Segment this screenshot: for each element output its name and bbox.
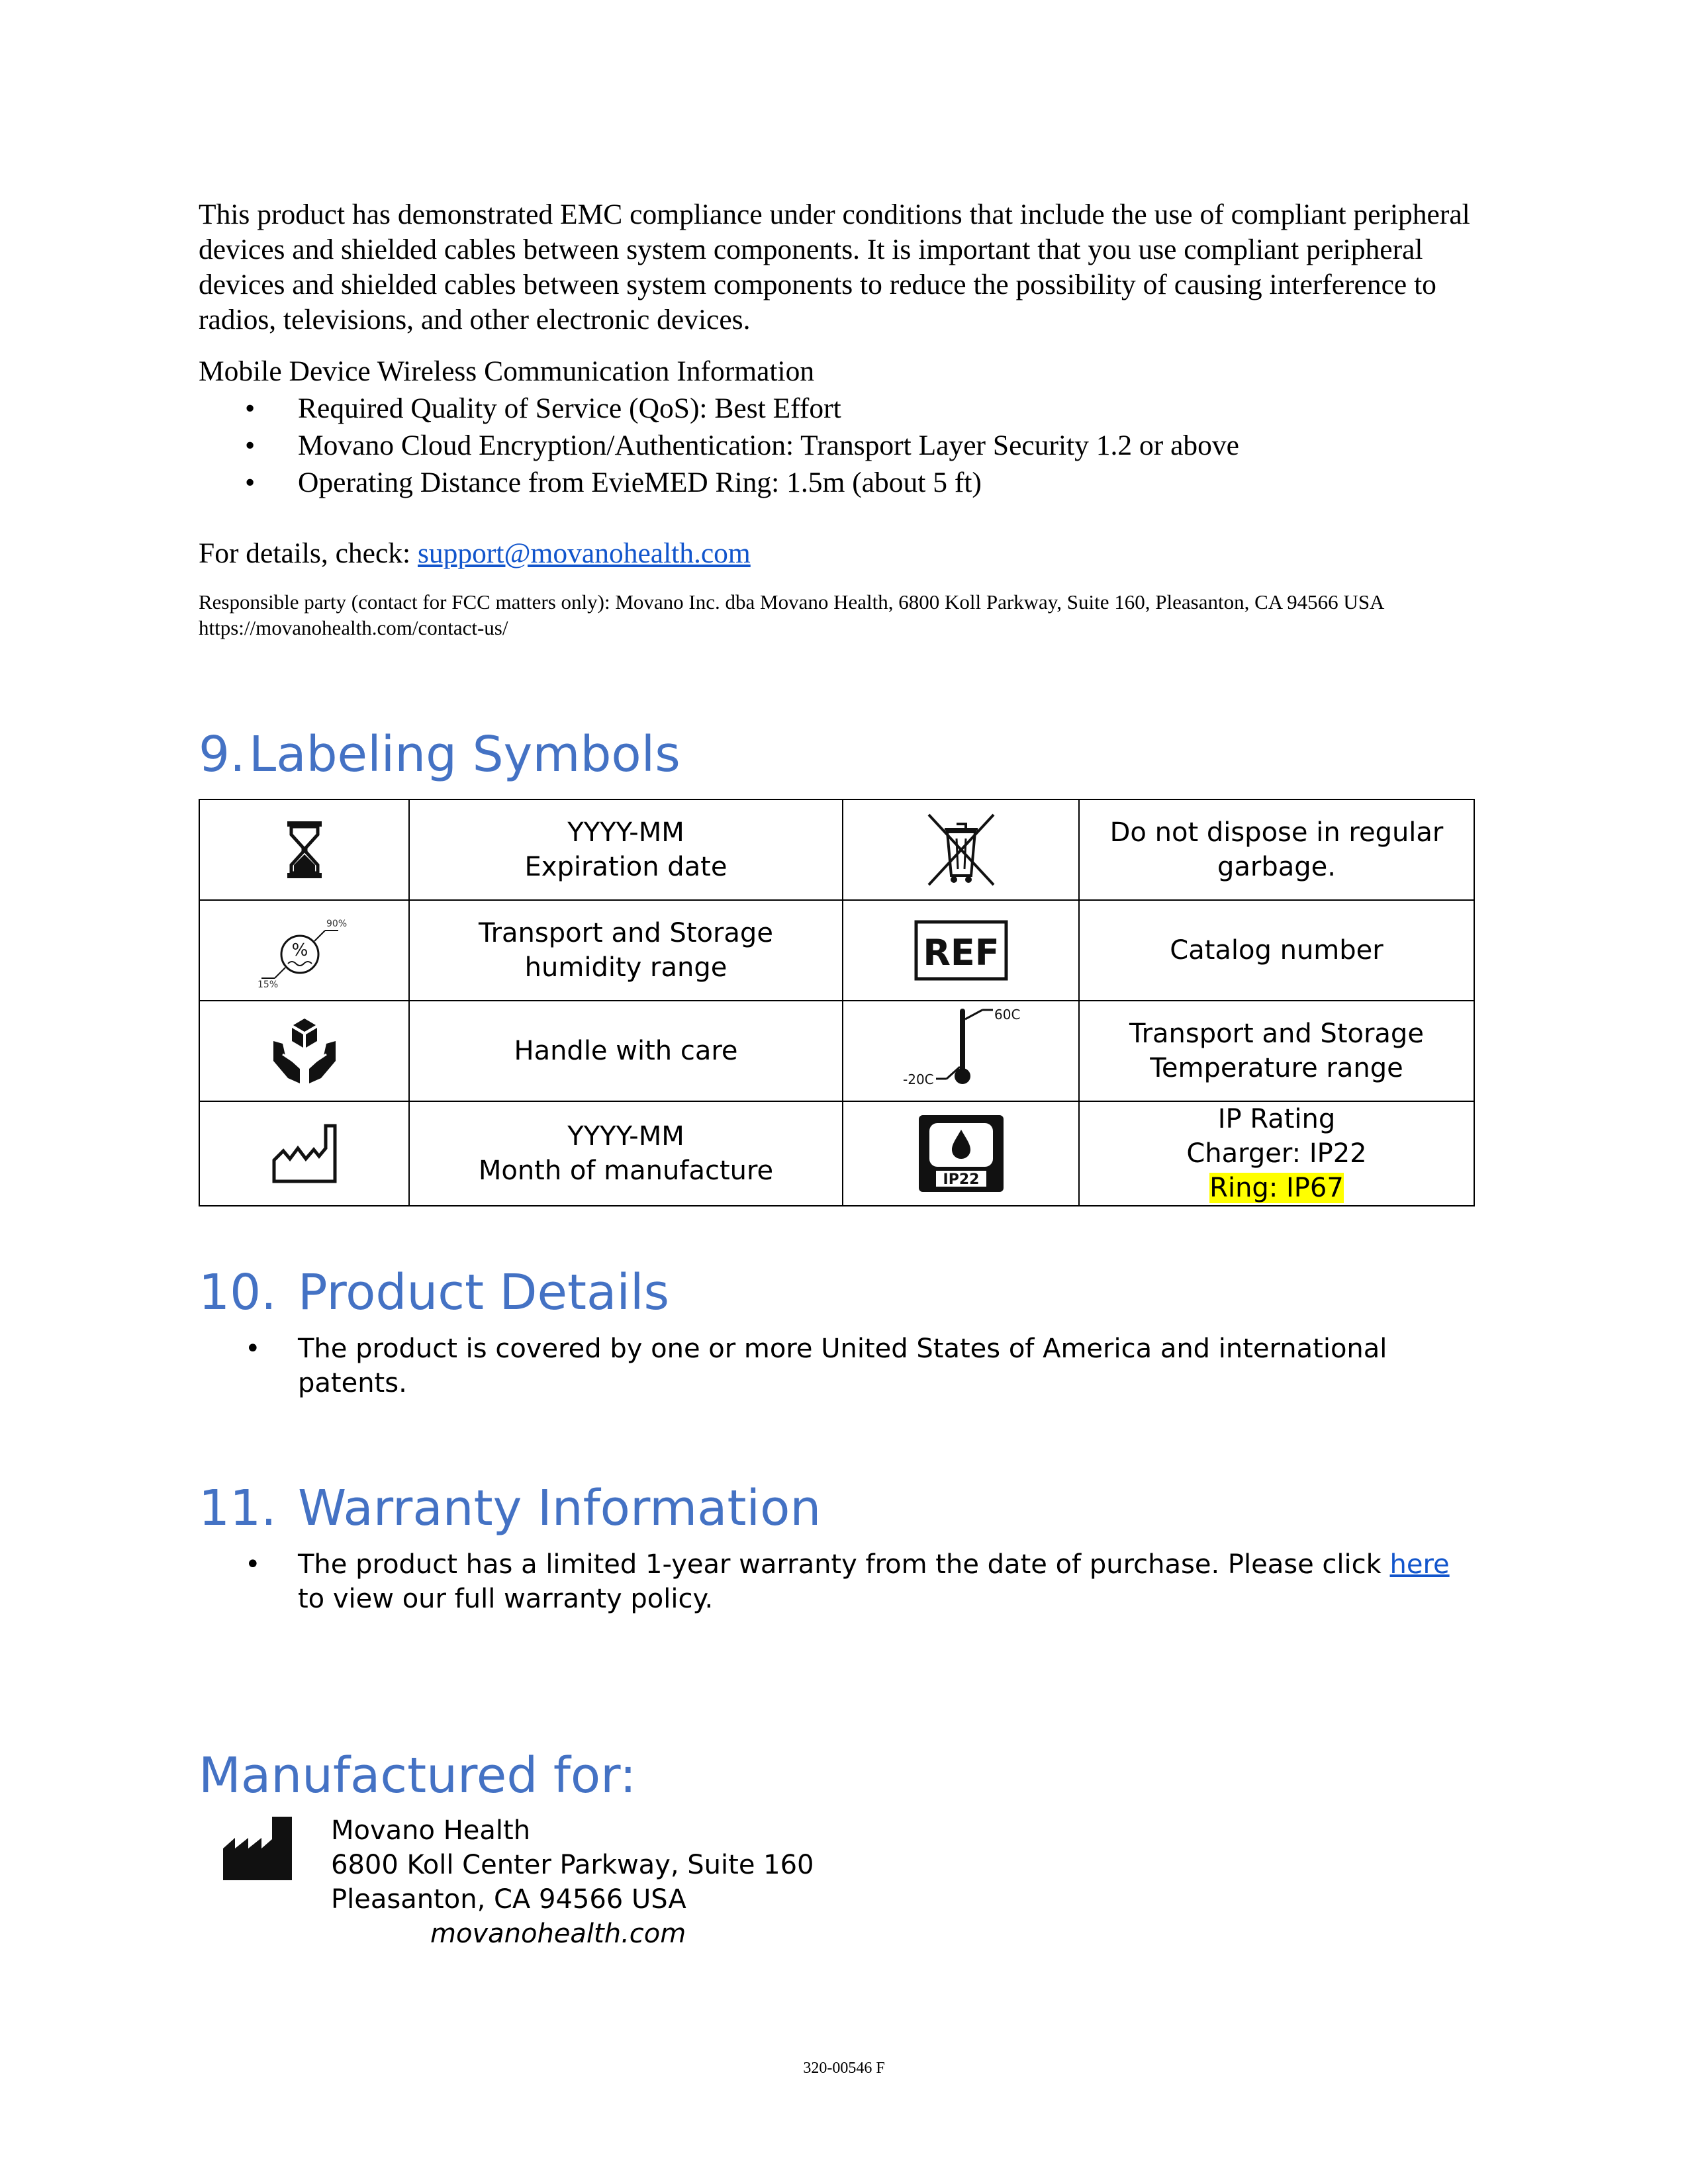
emc-compliance-paragraph: This product has demonstrated EMC compliance under conditions that include the use of compliant peripheral devices and shielded cables between system components. It is important that you use compliant peripheral devices and shielded cables between system components to reduce the possibility of causing interference to radios, televisions, and other electronic devices. <box>199 199 1470 336</box>
encryption-text: Movano Cloud Encryption/Authentication: Transport Layer Security 1.2 or above <box>298 430 1239 461</box>
section-title: Product Details <box>298 1264 670 1321</box>
section-number: 10. <box>199 1264 277 1321</box>
responsible-party-text: Responsible party (contact for FCC matters only): Movano Inc. dba Movano Health, 6800 Koll Parkway, Suite 160, Pleasanton, CA 94566 USA https://movanohealth.com/contact-us/ <box>199 590 1383 639</box>
temperature-low-label: -20C <box>902 1071 934 1087</box>
bullet-icon: • <box>245 430 256 461</box>
product-details-list <box>199 1332 1456 1400</box>
address-line-1: 6800 Koll Center Parkway, Suite 160 <box>331 1850 814 1880</box>
symbol-cell <box>843 900 1079 1001</box>
patents-text: The product is covered by one or more United States of America and international patents. <box>298 1334 1387 1398</box>
description-cell <box>409 900 843 1001</box>
humidity-high-label: 90% <box>326 919 347 929</box>
section-title: Warranty Information <box>298 1480 821 1537</box>
catalog-label: Catalog number <box>1170 935 1383 966</box>
temperature-line-1: Transport and Storage <box>1129 1019 1424 1049</box>
crossed-bin-icon <box>925 811 998 889</box>
bullet-icon: • <box>245 1549 261 1580</box>
ref-icon <box>914 920 1008 981</box>
ip-ring-rating: Ring: IP67 <box>1209 1173 1344 1203</box>
symbol-cell <box>199 1101 409 1206</box>
distance-text: Operating Distance from EvieMED Ring: 1.5m (about 5 ft) <box>298 467 982 498</box>
symbol-cell <box>843 799 1079 900</box>
bullet-icon: • <box>245 392 256 424</box>
symbol-cell <box>199 799 409 900</box>
description-cell <box>1079 1101 1474 1206</box>
support-email-link[interactable]: support@movanohealth.com <box>418 537 751 569</box>
symbol-cell <box>843 1001 1079 1101</box>
humidity-line-2: humidity range <box>524 952 727 983</box>
manufactured-for-heading: Manufactured for: <box>199 1747 637 1804</box>
symbol-cell <box>199 900 409 1001</box>
thermometer-icon <box>888 1005 1034 1097</box>
qos-text: Required Quality of Service (QoS): Best Effort <box>298 392 841 424</box>
bullet-icon: • <box>245 1334 261 1364</box>
address-line-2: Pleasanton, CA 94566 USA <box>331 1884 686 1915</box>
details-line <box>199 535 751 572</box>
hourglass-icon <box>285 820 324 880</box>
manufacturer-address <box>331 1813 814 1951</box>
description-cell <box>1079 1001 1474 1101</box>
document-number: 320-00546 F <box>803 2060 885 2077</box>
humidity-low-label: 15% <box>257 979 278 990</box>
description-cell <box>1079 900 1474 1001</box>
bullet-icon: • <box>245 467 256 498</box>
table-row <box>199 1101 1474 1206</box>
section-9-heading <box>199 725 680 784</box>
warranty-list <box>199 1547 1483 1616</box>
expiration-label: Expiration date <box>524 852 727 882</box>
symbol-cell <box>199 1001 409 1101</box>
temperature-high-label: 60C <box>994 1007 1020 1023</box>
ip-icon-text: IP22 <box>943 1171 979 1188</box>
ip-charger-rating: Charger: IP22 <box>1186 1138 1367 1169</box>
list-item <box>199 1547 1483 1616</box>
ref-icon-text: REF <box>922 932 1000 974</box>
details-label: For details, check: <box>199 537 418 569</box>
list-item <box>199 464 1239 501</box>
labeling-symbols-table <box>199 799 1475 1206</box>
temperature-line-2: Temperature range <box>1150 1053 1403 1083</box>
list-item <box>199 390 1239 427</box>
description-cell <box>409 799 843 900</box>
section-11-heading <box>199 1479 821 1538</box>
section-number: 11. <box>199 1480 277 1537</box>
section-10-heading <box>199 1263 669 1322</box>
ip-drop-icon <box>917 1114 1005 1193</box>
disposal-line-2: garbage. <box>1217 852 1336 882</box>
description-cell <box>409 1001 843 1101</box>
mobile-info-title: Mobile Device Wireless Communication Information <box>199 355 815 387</box>
handle-label: Handle with care <box>514 1036 738 1066</box>
expiration-format: YYYY-MM <box>567 817 684 848</box>
manufacture-format: YYYY-MM <box>567 1121 684 1152</box>
warranty-text <box>298 1549 1450 1614</box>
factory-outline-icon <box>270 1122 339 1185</box>
manufacture-label: Month of manufacture <box>478 1156 774 1186</box>
hands-box-icon <box>268 1015 341 1087</box>
symbol-cell <box>843 1101 1079 1206</box>
company-website: movanohealth.com <box>430 1919 686 1949</box>
disposal-line-1: Do not dispose in regular <box>1109 817 1444 848</box>
humidity-icon <box>255 911 354 990</box>
description-cell <box>1079 799 1474 900</box>
factory-icon <box>222 1815 293 1882</box>
list-item <box>199 427 1239 464</box>
description-cell <box>409 1101 843 1206</box>
warranty-here-link[interactable]: here <box>1389 1549 1450 1580</box>
section-title: Labeling Symbols <box>249 726 680 783</box>
table-row <box>199 900 1474 1001</box>
humidity-line-1: Transport and Storage <box>479 918 773 948</box>
section-number: 9. <box>199 726 246 783</box>
warranty-text-after: to view our full warranty policy. <box>298 1584 714 1614</box>
ip-rating-title: IP Rating <box>1217 1104 1336 1134</box>
table-row <box>199 1001 1474 1101</box>
table-row <box>199 799 1474 900</box>
humidity-percent-symbol: % <box>291 940 308 960</box>
list-item <box>199 1332 1456 1400</box>
mobile-info-list <box>199 390 1239 501</box>
warranty-text-before: The product has a limited 1-year warranty from the date of purchase. Please click <box>298 1549 1390 1580</box>
company-name: Movano Health <box>331 1815 531 1846</box>
